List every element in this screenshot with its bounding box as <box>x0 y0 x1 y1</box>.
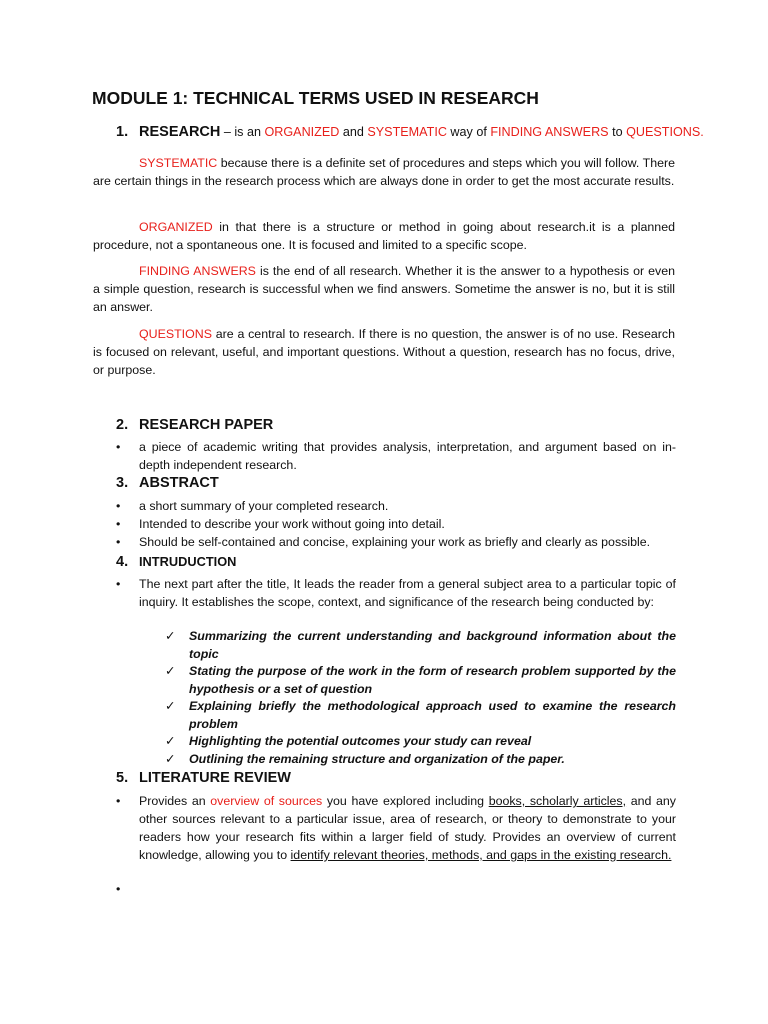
section-number: 3. <box>116 475 129 491</box>
section-term: RESEARCH <box>139 124 221 140</box>
term-organized: ORGANIZED <box>139 220 213 234</box>
underlined-sources: books, scholarly articles, <box>488 794 627 808</box>
paragraph-text: in that there is a structure or method in going about research.it is a planned procedure, not a spontaneous one. It is focused and limited to a specific scope. <box>93 220 675 252</box>
paragraph-organized <box>93 218 675 254</box>
list-item: • a piece of academic writing that provides analysis, interpretation, and argument based on in-depth independent research. <box>116 440 676 472</box>
checklist-item: ✓ Highlighting the potential outcomes your study can reveal <box>165 733 676 751</box>
paragraph-questions <box>93 325 675 379</box>
section-number: 5. <box>116 770 129 786</box>
bullet-icon: • <box>116 577 121 591</box>
list-item: • a short summary of your completed research. <box>116 499 389 513</box>
paragraph-text: are a central to research. If there is no question, the answer is of no use. Research is focused on relevant, useful, and important questions. Without a question, research has no focus, drive, or purpose. <box>93 327 675 377</box>
section-number: 2. <box>116 417 129 433</box>
checkmark-icon: ✓ <box>165 752 176 766</box>
section-title: INTRUDUCTION <box>139 554 237 569</box>
bullet-icon: • <box>116 440 121 454</box>
section-number: 4. <box>116 554 129 570</box>
section-title: RESEARCH PAPER <box>139 417 274 433</box>
definition-text: – is an ORGANIZED and SYSTEMATIC way of FINDING ANSWERS to QUESTIONS. <box>220 125 704 139</box>
section-5-heading <box>116 770 291 786</box>
section-2-heading <box>116 417 273 433</box>
list-item: • Should be self-contained and concise, explaining your work as briefly and clearly as possible. <box>116 535 651 549</box>
section-4-heading <box>116 554 236 570</box>
list-item: • The next part after the title, It leads the reader from a general subject area to a particular topic of inquiry. It establishes the scope, context, and significance of the research being conducted by: <box>116 577 676 609</box>
paragraph-finding-answers <box>93 262 675 316</box>
term-systematic: SYSTEMATIC <box>139 156 218 170</box>
section-3-heading <box>116 475 219 491</box>
checkmark-icon: ✓ <box>165 629 176 643</box>
bullet-icon: • <box>116 517 121 531</box>
section-1-heading <box>116 124 704 140</box>
section-number: 1. <box>116 124 129 140</box>
term-questions: QUESTIONS <box>139 327 212 341</box>
section-title: LITERATURE REVIEW <box>139 770 291 786</box>
bullet-icon: • <box>116 499 121 513</box>
checklist-item: ✓ Stating the purpose of the work in the form of research problem supported by the hypothesis or a set of question <box>165 664 676 696</box>
module-title: MODULE 1: TECHNICAL TERMS USED IN RESEARCH <box>92 88 539 108</box>
checklist-item: ✓ Outlining the remaining structure and organization of the paper. <box>165 751 676 769</box>
section-title: ABSTRACT <box>139 475 219 491</box>
checkmark-icon: ✓ <box>165 664 176 678</box>
bullet-icon: • <box>116 794 121 808</box>
list-item: • Provides an overview of sources you have explored including books, scholarly articles, and any other sources relevant to a particular issue, area of research, or theory to demonstrate to your readers how your research fits within a larger field of study. Provides an overview of current knowledge, allowing you to identify relevant theories, methods, and gaps in the existing research. <box>116 794 676 862</box>
checkmark-icon: ✓ <box>165 734 176 748</box>
checkmark-icon: ✓ <box>165 699 176 713</box>
checklist-item: ✓ Summarizing the current understanding and background information about the topic <box>165 629 676 661</box>
term-finding-answers: FINDING ANSWERS <box>139 264 256 278</box>
bullet-icon: • <box>116 882 121 896</box>
paragraph-text: because there is a definite set of procedures and steps which you will follow. There are certain things in the research process which are always done in order to get the most accurate results. <box>93 156 675 188</box>
checklist-item: ✓ Explaining briefly the methodological approach used to examine the research problem <box>165 699 676 731</box>
paragraph-systematic <box>93 154 675 190</box>
bullet-icon: • <box>116 535 121 549</box>
underlined-gaps: identify relevant theories, methods, and gaps in the existing research. <box>290 848 672 862</box>
paragraph-text: is the end of all research. Whether it is the answer to a hypothesis or even a simple question, research is successful when we find answers. Sometime the answer is no, but it is still an answer. <box>93 264 676 314</box>
list-item: • Intended to describe your work without going into detail. <box>116 517 445 531</box>
highlight-overview: overview of sources <box>210 794 323 808</box>
